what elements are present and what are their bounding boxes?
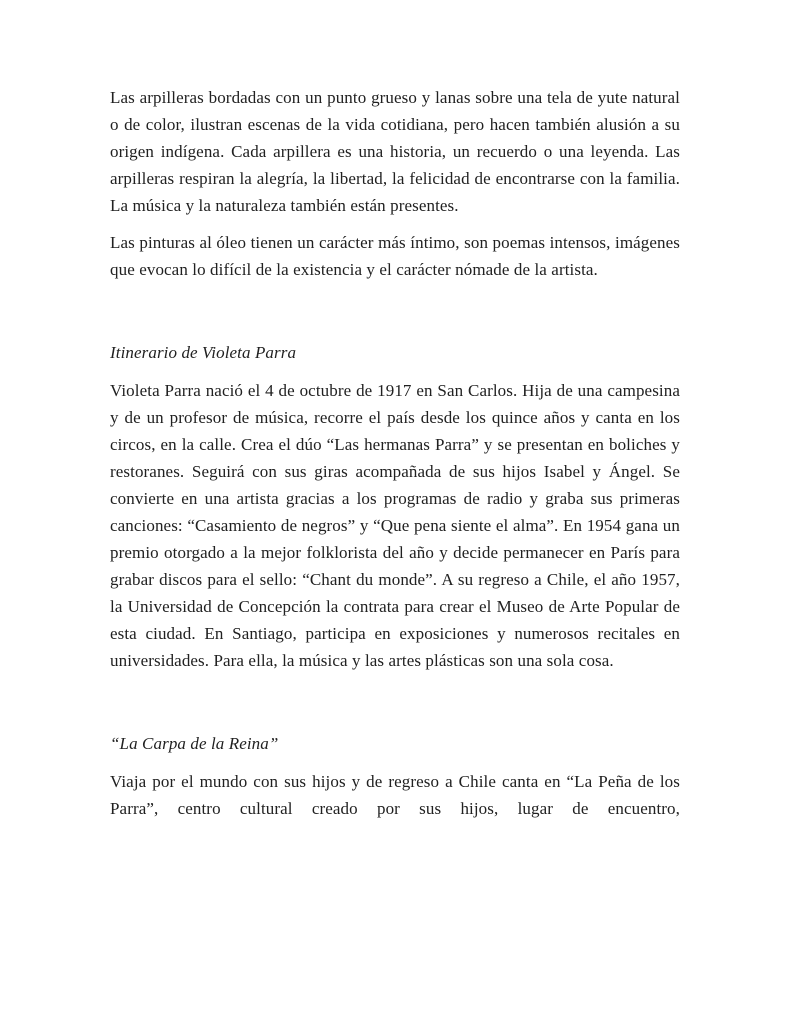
paragraph-arpilleras: Las arpilleras bordadas con un punto grueso y lanas sobre una tela de yute natural o de color, ilustran escenas de la vida cotidiana, pero hacen también alusión a su origen indígena. Cada arpillera es una historia, un recuerdo o una leyenda. Las arpilleras respiran la alegría, la libertad, la felicidad de encontrarse con la familia. La música y la naturaleza también están presentes. xyxy=(110,88,680,215)
paragraph-itinerario-bio: Violeta Parra nació el 4 de octubre de 1917 en San Carlos. Hija de una campesina y de un profesor de música, recorre el país desde los quince años y canta en los circos, en la calle. Crea el dúo “Las hermanas Parra” y se presentan en boliches y restoranes. Seguirá con sus giras acompañada de sus hijos Isabel y Ángel. Se convierte en una artista gracias a los programas de radio y graba sus primeras canciones: “Casamiento de negros” y “Que pena siente el alma”. En 1954 gana un premio otorgado a la mejor folklorista del año y decide permanecer en París para grabar discos para el sello: “Chant du monde”. A su regreso a Chile, el año 1957, la Universidad de Concepción la contrata para crear el Museo de Arte Popular de esta ciudad. En Santiago, participa en exposiciones y numerosos recitales en universidades. Para ella, la música y las artes plásticas son una sola cosa. xyxy=(110,381,680,670)
section-heading-la-carpa: “La Carpa de la Reina” xyxy=(110,734,279,753)
paragraph-pinturas-oleo: Las pinturas al óleo tienen un carácter más íntimo, son poemas intensos, imágenes que evocan lo difícil de la existencia y el carácter nómade de la artista. xyxy=(110,233,680,279)
paragraph-la-carpa: Viaja por el mundo con sus hijos y de regreso a Chile canta en “La Peña de los Parra”, centro cultural creado por sus hijos, lugar de encuentro, xyxy=(110,772,680,818)
section-heading-itinerario: Itinerario de Violeta Parra xyxy=(110,343,297,362)
text-column xyxy=(110,84,680,822)
